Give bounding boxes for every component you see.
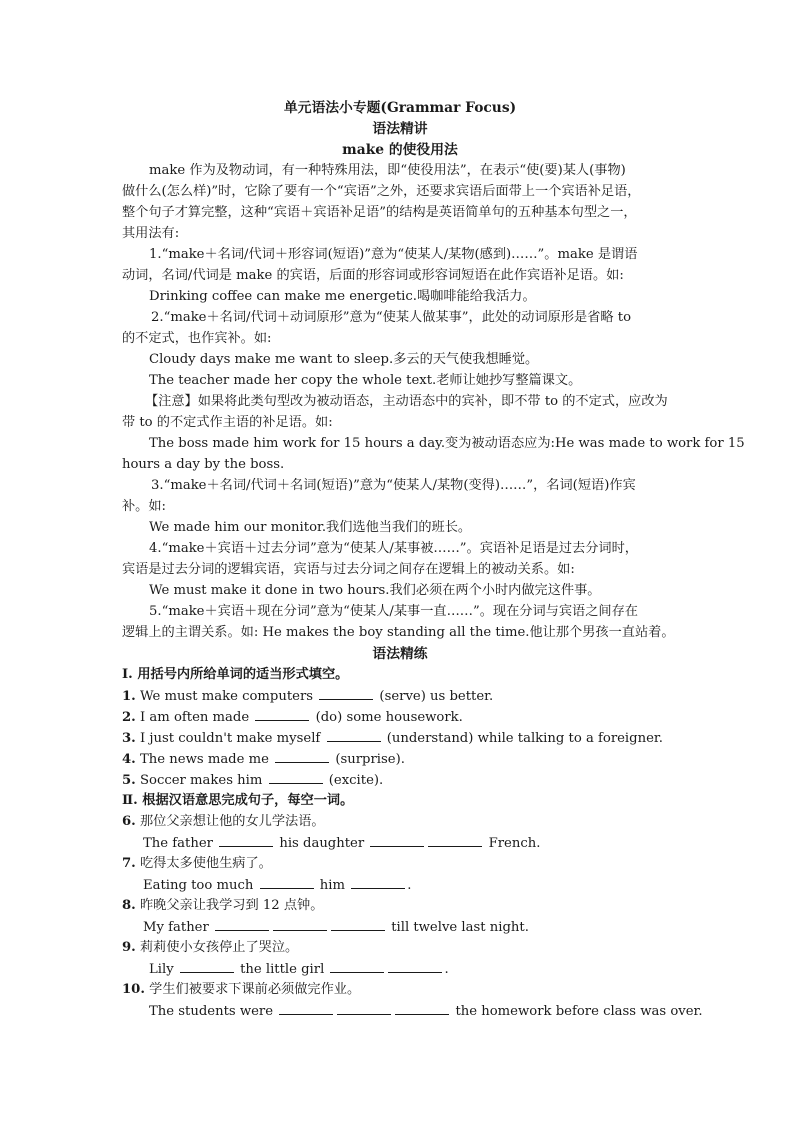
answer-blank[interactable] (370, 833, 424, 847)
answer-blank[interactable] (215, 917, 269, 931)
question-10-prompt: 10. 学生们被要求下课前必须做完作业。 (122, 982, 361, 997)
example-2c-line-1: The boss made him work for 15 hours a day.变为被动语态应为:He was made to work for 15 (149, 436, 745, 451)
answer-blank[interactable] (269, 770, 323, 784)
part-1-heading: Ⅰ. 用括号内所给单词的适当形式填空。 (122, 667, 349, 682)
intro-line-4: 其用法有: (122, 226, 180, 241)
answer-blank[interactable] (180, 959, 234, 973)
exercise-item-4: 4. The news made me (surprise). (122, 749, 800, 770)
rule-3-line-1: 3.“make＋名词/代词＋名词(短语)”意为“使某人/某物(变得)……”，名词(短语)作宾 (151, 478, 636, 493)
question-7-prompt: 7. 吃得太多使他生病了。 (122, 856, 272, 871)
rule-2-line-1: 2.“make＋名词/代词＋动词原形”意为“使某人做某事”，此处的动词原形是省略 to (151, 310, 632, 325)
answer-blank[interactable] (279, 1001, 333, 1015)
note-line-2: 带 to 的不定式作主语的补足语。如: (122, 415, 333, 430)
intro-line-3: 整个句子才算完整，这种“宾语＋宾语补足语”的结构是英语简单句的五种基本句型之一， (122, 205, 637, 220)
document-title: 单元语法小专题(Grammar Focus) (283, 100, 517, 116)
example-2c-line-2: hours a day by the boss. (122, 457, 285, 472)
example-4: We must make it done in two hours.我们必须在两个小时内做完这件事。 (149, 583, 601, 598)
intro-line-2: 做什么(怎么样)”时，它除了要有一个“宾语”之外，还要求宾语后面带上一个宾语补足语， (122, 184, 641, 199)
example-1: Drinking coffee can make me energetic.喝咖啡能给我活力。 (149, 289, 536, 304)
answer-blank[interactable] (327, 728, 381, 742)
rule-5-line-1: 5.“make＋宾语＋现在分词”意为“使某人/某事一直……”。现在分词与宾语之间存在 (149, 604, 638, 619)
question-9-prompt: 9. 莉莉使小女孩停止了哭泣。 (122, 940, 299, 955)
example-3: We made him our monitor.我们选他当我们的班长。 (149, 520, 472, 535)
question-7-sentence: Eating too much him . (143, 875, 800, 896)
exercise-item-5: 5. Soccer makes him (excite). (122, 770, 800, 791)
answer-blank[interactable] (428, 833, 482, 847)
answer-blank[interactable] (351, 875, 405, 889)
answer-blank[interactable] (255, 707, 309, 721)
rule-4-line-1: 4.“make＋宾语＋过去分词”意为“使某人/某事被……”。宾语补足语是过去分词时， (149, 541, 638, 556)
example-2b: The teacher made her copy the whole text.老师让她抄写整篇课文。 (149, 373, 582, 388)
question-8-prompt: 8. 昨晚父亲让我学习到 12 点钟。 (122, 898, 324, 913)
rule-4-line-2: 宾语是过去分词的逻辑宾语，宾语与过去分词之间存在逻辑上的被动关系。如: (122, 562, 575, 577)
question-8-sentence: My father till twelve last night. (143, 917, 800, 938)
answer-blank[interactable] (275, 749, 329, 763)
answer-blank[interactable] (330, 959, 384, 973)
answer-blank[interactable] (260, 875, 314, 889)
answer-blank[interactable] (388, 959, 442, 973)
section-heading-grammar-explanation: 语法精讲 (372, 121, 428, 137)
rule-3-line-2: 补。如: (122, 499, 167, 514)
section-heading-grammar-practice: 语法精练 (372, 646, 428, 662)
rule-1-line-1: 1.“make＋名词/代词＋形容词(短语)”意为“使某人/某物(感到)……”。make 是谓语 (149, 247, 638, 262)
answer-blank[interactable] (319, 686, 373, 700)
exercise-item-2: 2. I am often made (do) some housework. (122, 707, 800, 728)
note-line-1: 【注意】如果将此类句型改为被动语态，主动语态中的宾补，即不带 to 的不定式，应改为 (145, 394, 668, 409)
intro-line-1: make 作为及物动词，有一种特殊用法，即“使役用法”，在表示“使(要)某人(事物) (149, 163, 626, 178)
rule-2-line-2: 的不定式，也作宾补。如: (122, 331, 272, 346)
answer-blank[interactable] (395, 1001, 449, 1015)
question-9-sentence: Lily the little girl . (149, 959, 800, 980)
example-2a: Cloudy days make me want to sleep.多云的天气使我想睡觉。 (149, 352, 539, 367)
answer-blank[interactable] (331, 917, 385, 931)
exercise-item-3: 3. I just couldn't make myself (understand) while talking to a foreigner. (122, 728, 800, 749)
question-10-sentence: The students were the homework before class was over. (149, 1001, 800, 1022)
exercise-item-1: 1. We must make computers (serve) us better. (122, 686, 800, 707)
rule-1-line-2: 动词，名词/代词是 make 的宾语，后面的形容词或形容词短语在此作宾语补足语。如: (122, 268, 624, 283)
question-6-prompt: 6. 那位父亲想让他的女儿学法语。 (122, 814, 325, 829)
question-6-sentence: The father his daughter French. (143, 833, 800, 854)
part-2-heading: Ⅱ. 根据汉语意思完成句子，每空一词。 (122, 793, 354, 808)
answer-blank[interactable] (273, 917, 327, 931)
topic-subtitle: make 的使役用法 (342, 142, 458, 158)
answer-blank[interactable] (337, 1001, 391, 1015)
answer-blank[interactable] (219, 833, 273, 847)
rule-5-line-2: 逻辑上的主谓关系。如: He makes the boy standing all the time.他让那个男孩一直站着。 (122, 625, 675, 640)
